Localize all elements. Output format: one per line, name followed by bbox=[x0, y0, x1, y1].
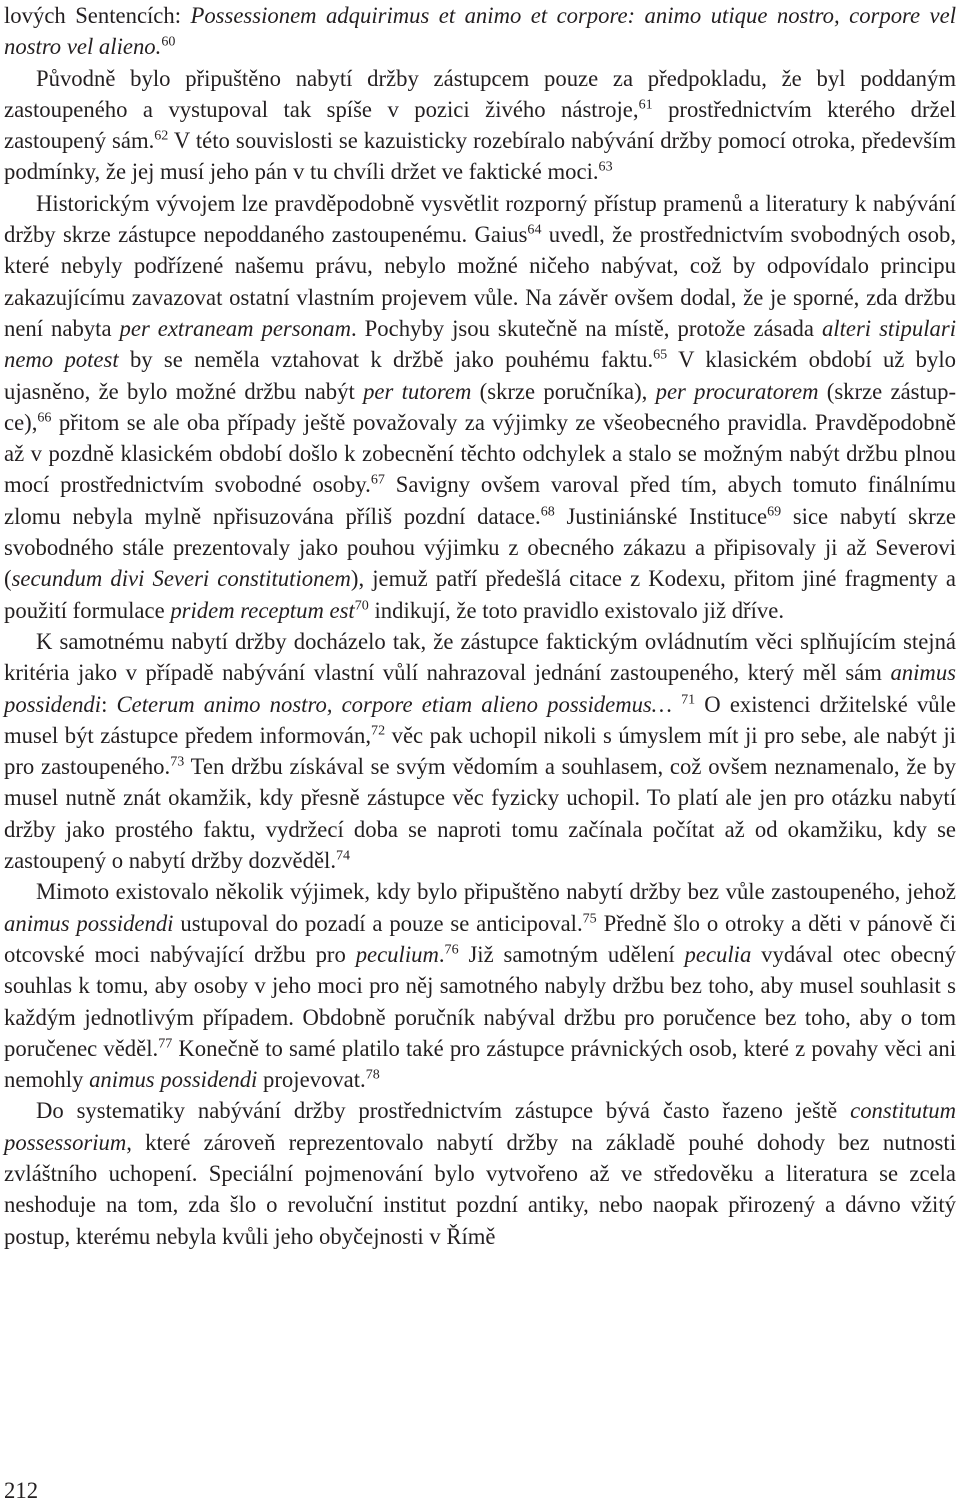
text-run: vydával otec obecný souhlas k tomu, aby osoby v jeho moci pro něj samotného nabyly držbu bez toho, aby musel souhlasit s každým jednotlivým případem. Obdobně poručník nabýval držbu pro poručence bez toho, aby o tom poručenec věděl. bbox=[4, 941, 956, 1061]
text-run: Předně šlo o otroky a děti v pánově či otcovské moci nabývající držbu pro bbox=[4, 910, 956, 967]
footnote-reference: 64 bbox=[527, 221, 542, 238]
footnote-reference: 70 bbox=[354, 596, 369, 613]
footnote-reference: 73 bbox=[170, 753, 185, 770]
text-run: přitom se ale oba případy ještě považovaly za výjimky ze všeobecného pravidla. Pravděpodobně až v pozdně klasickém období došlo k zobecnění těchto odchylek a stalo se možným nabýt držbu plnou mocí prostřednictvím svobodné osoby. bbox=[4, 409, 956, 498]
footnote-reference: 71 bbox=[681, 690, 696, 707]
text-run: (skrze zástupce), bbox=[4, 378, 957, 435]
paragraph bbox=[4, 1095, 956, 1251]
italic-text: pridem receptum est bbox=[170, 597, 355, 623]
text-run: : bbox=[101, 691, 117, 717]
italic-text: Ceterum animo nostro, corpore etiam alieno possidemus… bbox=[116, 691, 672, 717]
footnote-reference: 60 bbox=[161, 33, 176, 50]
paragraph bbox=[4, 63, 956, 188]
text-run: by se neměla vztahovat k držbě jako pouhému faktu. bbox=[118, 347, 654, 373]
footnote-reference: 63 bbox=[598, 158, 613, 175]
text-run: . bbox=[438, 941, 445, 967]
footnote-reference: 75 bbox=[582, 909, 597, 926]
italic-text: animus possidendi bbox=[89, 1067, 258, 1093]
text-run: Konečně to samé platilo také pro zástupce právnických osob, které z povahy věci ani nemohly bbox=[4, 1035, 956, 1093]
footnote-reference: 68 bbox=[540, 503, 555, 520]
text-run: ustupoval do pozadí a pouze se anticipoval. bbox=[173, 910, 583, 936]
text-run: , které zároveň reprezentovalo nabytí držby na základě pouhé dohody bez nutnosti zvláštního uchopení. Speciální pojmenování bylo vytvořeno až ve středověku a literatura se zcela neshoduje na tom, zda šlo o revoluční institut pozdní antiky, nebo naopak přirozený a dávno vžitý postup, kterému nebyla kvůli jeho obyčejnosti v Římě bbox=[4, 1129, 956, 1249]
italic-text: peculia bbox=[684, 941, 752, 967]
text-run: Již samotným udělení bbox=[458, 941, 685, 967]
text-run: . Pochyby jsou skutečně na místě, protože zásada bbox=[351, 315, 822, 341]
footnote-reference: 77 bbox=[158, 1035, 173, 1052]
text-run: uvedl, že prostřednictvím svobodných osob, které nebyly podřízené našemu právu, nebylo možné ničeho nabývat, což by odpovídalo principu zakazujícímu zavazovat ostatní vlastním projevem vůle. Na závěr ovšem dodal, že je sporné, zda držbu není nabyta bbox=[4, 222, 956, 341]
footnote-reference: 62 bbox=[154, 127, 169, 144]
text-run: O existenci držitelské vůle musel být zástupce předem informován, bbox=[4, 691, 956, 748]
text-run: Historickým vývojem lze pravděpodobně vysvětlit rozporný přístup pramenů a literatury k nabývání držby skrze zástupce nepoddaného zastoupenému. Gaius bbox=[4, 190, 956, 248]
italic-text: animus possidendi bbox=[4, 910, 174, 936]
text-run: Mimoto existovalo několik výjimek, kdy bylo připuštěno nabytí držby bez vůle zastoupeného, jehož bbox=[36, 879, 956, 905]
text-run: Savigny ovšem varoval před tím, abych tomuto finálnímu zlomu nebyla mylně npřisuzována příliš pozdní datace. bbox=[4, 472, 956, 529]
italic-text: per tutorem bbox=[363, 378, 472, 404]
page-body bbox=[4, 0, 956, 1252]
text-run: indikují, že toto pravidlo existovalo již dříve. bbox=[368, 597, 785, 623]
italic-text: animus possidendi bbox=[4, 660, 956, 717]
text-run: K samotnému nabytí držby docházelo tak, že zástupce faktickým ovládnutím věci splňujícím stejná kritéria jako v případě nabývání vlastní vůlí nahrazoval jednání zastoupeného, který měl sám bbox=[4, 628, 956, 686]
italic-text: Possessionem adquirimus et animo et corpore: animo utique nostro, corpore vel nostro vel alieno. bbox=[4, 3, 956, 60]
paragraph bbox=[4, 876, 956, 1095]
text-run: prostřednictvím kterého držel zastoupený sám. bbox=[4, 96, 957, 154]
text-run: V klasickém období už bylo ujasněno, že bylo možné držbu nabýt bbox=[4, 347, 956, 404]
text-run: Původně bylo připuštěno nabytí držby zástupcem pouze za předpokladu, že byl poddaným zastoupeného a vystupoval tak spíše v pozici živého nástroje, bbox=[4, 65, 956, 122]
text-run: ), jemuž patří předešlá citace z Kodexu, přitom jiné fragmenty a použití formulace bbox=[4, 566, 956, 623]
footnote-reference: 66 bbox=[37, 409, 52, 426]
italic-text: peculium bbox=[355, 941, 439, 967]
paragraph bbox=[4, 188, 956, 626]
paragraph bbox=[4, 626, 956, 876]
text-run: sice nabytí skrze svobodného stále prezentovaly jako pouhou výjimku z obecného zákazu a připisovaly ji až Severovi ( bbox=[4, 503, 956, 592]
footnote-reference: 74 bbox=[336, 847, 351, 864]
footnote-reference: 72 bbox=[371, 722, 386, 739]
text-run: projevovat. bbox=[257, 1067, 366, 1093]
text-run: V této souvislosti se kazuisticky rozebíralo nabývání držby pomocí otroka, především podmínky, že jej musí jeho pán v tu chvíli držet ve faktické moci. bbox=[4, 128, 956, 185]
footnote-reference: 61 bbox=[638, 96, 653, 113]
text-run: Ten držbu získával se svým vědomím a souhlasem, což ovšem neznamenalo, že by musel nutně znát okamžik, kdy přesně zástupce věc fyzicky uchopil. To platí ale jen pro otázku nabytí držby jako prostého faktu, vydržecí doba se naproti tomu začínala počítat až od okamžiku, kdy se zastoupený o nabytí držby dozvěděl. bbox=[4, 754, 956, 874]
text-run bbox=[672, 692, 681, 717]
footnote-reference: 67 bbox=[370, 471, 385, 488]
text-run: věc pak uchopil nikoli s úmyslem mít ji pro sebe, ale nabýt ji pro zastoupeného. bbox=[4, 722, 956, 780]
footnote-reference: 65 bbox=[653, 346, 668, 363]
paragraph bbox=[4, 0, 956, 63]
text-run: lových Sentencích: bbox=[4, 3, 191, 28]
footnote-reference: 76 bbox=[444, 941, 459, 958]
footnote-reference: 78 bbox=[365, 1066, 380, 1083]
italic-text: secundum divi Severi constitutionem bbox=[11, 566, 351, 592]
page-number: 212 bbox=[4, 1478, 39, 1503]
italic-text: per extraneam personam bbox=[119, 315, 352, 341]
italic-text: alteri stipulari nemo potest bbox=[4, 315, 957, 373]
text-run: Do systematiky nabývání držby prostřednictvím zástupce bývá často řazeno ještě bbox=[36, 1098, 851, 1124]
text-run: Justiniánské Instituce bbox=[554, 503, 768, 529]
italic-text: per procuratorem bbox=[655, 378, 819, 404]
footnote-reference: 69 bbox=[767, 503, 782, 520]
text-run: (skrze poručníka), bbox=[471, 378, 656, 404]
italic-text: constitutum possessorium bbox=[4, 1098, 956, 1155]
